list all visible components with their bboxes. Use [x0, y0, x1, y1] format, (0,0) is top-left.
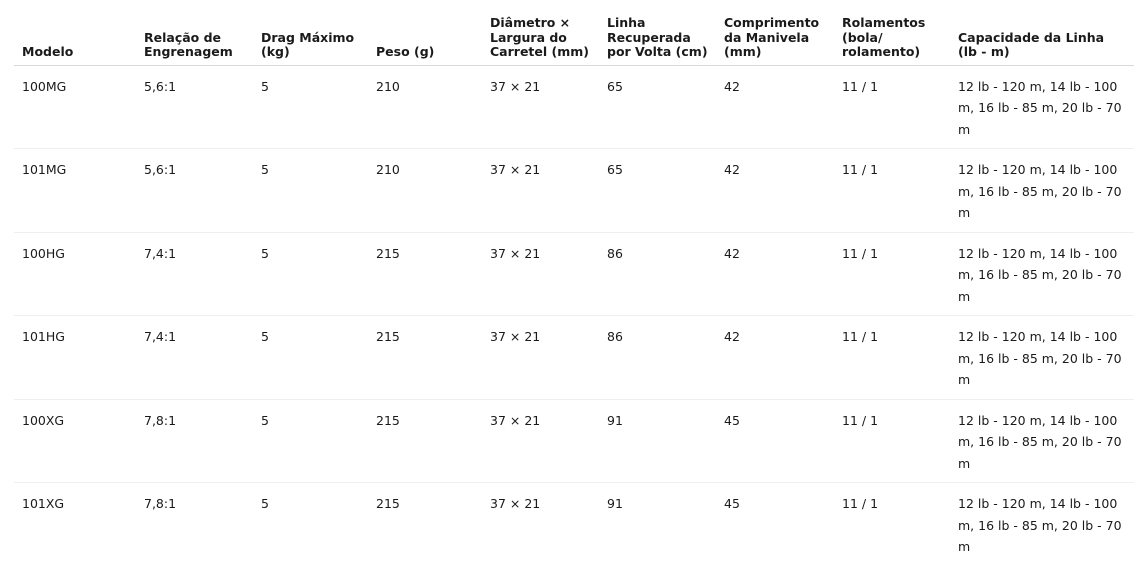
cell-gear-ratio: 5,6:1 [136, 65, 253, 149]
header-cell-gear-ratio: Relação de Engrenagem [136, 0, 253, 65]
cell-bearings: 11 / 1 [834, 316, 950, 400]
cell-model: 101MG [14, 149, 136, 233]
cell-gear-ratio: 7,4:1 [136, 316, 253, 400]
cell-line-capacity: 12 lb - 120 m, 14 lb - 100 m, 16 lb - 85 m, 20 lb - 70 m [950, 316, 1134, 400]
cell-handle-length: 45 [716, 399, 834, 483]
cell-max-drag: 5 [253, 316, 368, 400]
spec-table-container [14, 0, 1134, 566]
header-cell-spool-size: Diâmetro × Largura do Carretel (mm) [482, 0, 599, 65]
cell-spool-size: 37 × 21 [482, 399, 599, 483]
header-cell-line-retrieve: Linha Recuperada por Volta (cm) [599, 0, 716, 65]
table-row [14, 316, 1134, 400]
cell-spool-size: 37 × 21 [482, 65, 599, 149]
cell-line-retrieve: 65 [599, 149, 716, 233]
cell-gear-ratio: 7,8:1 [136, 399, 253, 483]
cell-max-drag: 5 [253, 149, 368, 233]
cell-line-retrieve: 91 [607, 496, 623, 511]
cell-line-retrieve: 65 [599, 65, 716, 149]
header-cell-line-capacity: Capacidade da Linha (lb - m) [950, 0, 1134, 65]
header-cell-model: Modelo [14, 0, 136, 65]
header-cell-handle-length: Comprimento da Manivela (mm) [716, 0, 834, 65]
cell-gear-ratio: 5,6:1 [136, 149, 253, 233]
cell-line-capacity: 12 lb - 120 m, 14 lb - 100 m, 16 lb - 85 m, 20 lb - 70 m [950, 65, 1134, 149]
cell-line-capacity: 12 lb - 120 m, 14 lb - 100 m, 16 lb - 85 m, 20 lb - 70 m [950, 399, 1134, 483]
cell-model: 101HG [14, 316, 136, 400]
cell-model: 100HG [14, 232, 136, 316]
cell-model: 100XG [14, 399, 136, 483]
cell-line-capacity: 12 lb - 120 m, 14 lb - 100 m, 16 lb - 85 m, 20 lb - 70 m [958, 496, 1122, 554]
cell-line-capacity: 12 lb - 120 m, 14 lb - 100 m, 16 lb - 85 m, 20 lb - 70 m [950, 149, 1134, 233]
cell-spool-size: 37 × 21 [482, 232, 599, 316]
table-row [14, 149, 1134, 233]
cell-max-drag: 5 [253, 232, 368, 316]
table-row [14, 483, 1134, 567]
cell-weight: 215 [368, 232, 482, 316]
cell-spool-size: 37 × 21 [482, 149, 599, 233]
cell-weight: 210 [368, 65, 482, 149]
table-row [14, 65, 1134, 149]
cell-line-capacity: 12 lb - 120 m, 14 lb - 100 m, 16 lb - 85 m, 20 lb - 70 m [950, 232, 1134, 316]
cell-gear-ratio: 7,8:1 [144, 496, 177, 511]
cell-weight: 215 [368, 316, 482, 400]
cell-weight: 215 [368, 399, 482, 483]
cell-line-retrieve: 91 [599, 399, 716, 483]
cell-max-drag: 5 [253, 399, 368, 483]
cell-line-retrieve: 86 [599, 316, 716, 400]
cell-bearings: 11 / 1 [834, 65, 950, 149]
cell-spool-size: 37 × 21 [482, 316, 599, 400]
cell-bearings: 11 / 1 [834, 232, 950, 316]
cell-bearings: 11 / 1 [834, 399, 950, 483]
cell-model: 101XG [22, 496, 65, 511]
cell-bearings: 11 / 1 [834, 149, 950, 233]
cell-weight: 210 [368, 149, 482, 233]
cell-bearings: 11 / 1 [842, 496, 879, 511]
header-cell-weight: Peso (g) [368, 0, 482, 65]
cell-handle-length: 45 [724, 496, 740, 511]
header-cell-max-drag: Drag Máximo (kg) [253, 0, 368, 65]
cell-line-retrieve: 86 [599, 232, 716, 316]
table-row [14, 232, 1134, 316]
cell-handle-length: 42 [716, 316, 834, 400]
header-row [14, 0, 1134, 65]
cell-model: 100MG [14, 65, 136, 149]
cell-handle-length: 42 [716, 149, 834, 233]
cell-spool-size: 37 × 21 [490, 496, 541, 511]
cell-gear-ratio: 7,4:1 [136, 232, 253, 316]
cell-handle-length: 42 [716, 65, 834, 149]
cell-weight: 215 [376, 496, 400, 511]
cell-max-drag: 5 [261, 496, 269, 511]
header-cell-bearings: Rolamentos (bola/ rolamento) [834, 0, 950, 65]
cell-max-drag: 5 [253, 65, 368, 149]
table-row [14, 399, 1134, 483]
spec-table [14, 0, 1134, 566]
cell-handle-length: 42 [716, 232, 834, 316]
